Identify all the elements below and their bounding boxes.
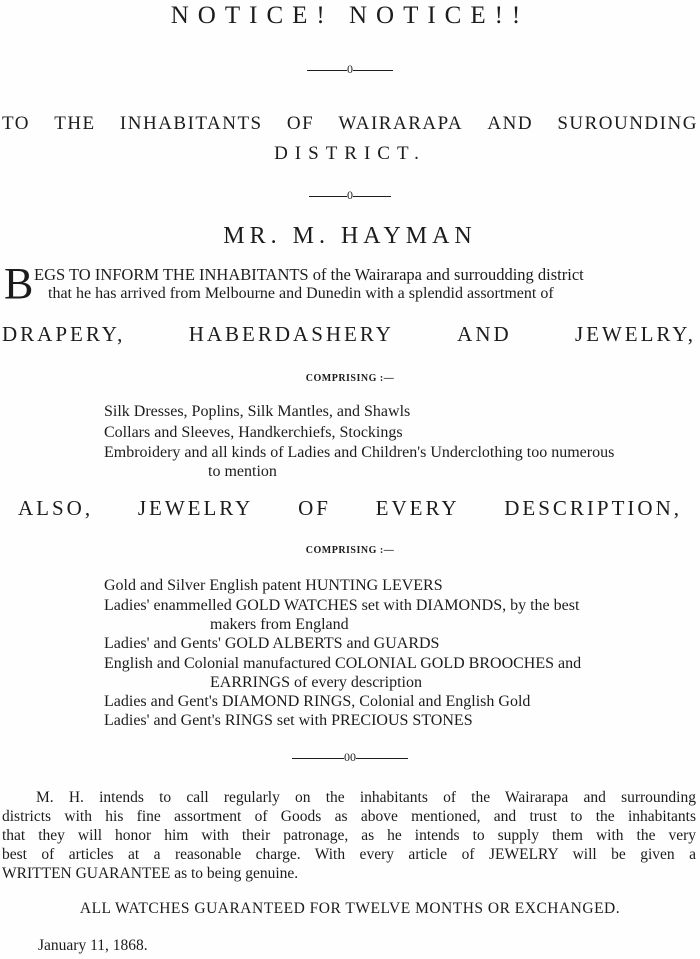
list-item: English and Colonial manufactured COLONIAL GOLD BROOCHES and xyxy=(104,655,582,672)
comprising-label-1: COMPRISING :— xyxy=(305,373,395,384)
rule-line xyxy=(307,70,347,71)
drop-cap: B xyxy=(4,259,34,308)
list-item: Ladies' enammelled GOLD WATCHES set with DIAMONDS, by the best xyxy=(104,597,580,614)
rule-line xyxy=(309,196,347,197)
intro-line-1: EGS TO INFORM THE INHABITANTS of the Wairarapa and surroudding district xyxy=(34,265,584,284)
rule-line xyxy=(353,70,393,71)
headline: NOTICE! NOTICE!! xyxy=(170,2,530,29)
addressee-line-1 xyxy=(2,113,698,135)
paragraph-line: M. H. intends to call regularly on the inhabitants of the Wairarapa and surrounding xyxy=(36,789,696,806)
rule-line xyxy=(356,758,408,759)
rule-line xyxy=(292,758,344,759)
paragraph-line: that they will honor him with their patronage, as he intends to supply them with the very xyxy=(2,827,696,844)
comprising-label-2: COMPRISING :— xyxy=(305,545,395,556)
list-item: makers from England xyxy=(210,616,349,633)
divider-mark: 0 xyxy=(347,62,353,76)
list-item: Ladies' and Gent's RINGS set with PRECIOUS STONES xyxy=(104,712,473,729)
paragraph-line: WRITTEN GUARANTEE as to being genuine. xyxy=(2,865,299,882)
addressee-word: THE xyxy=(54,113,96,134)
intro-line-2: that he has arrived from Melbourne and Dunedin with a splendid assortment of xyxy=(48,285,554,302)
rule-line xyxy=(353,196,391,197)
category-word: DESCRIPTION, xyxy=(504,496,682,520)
addressee-word: OF xyxy=(286,113,315,134)
list-item: Ladies and Gent's DIAMOND RINGS, Colonial and English Gold xyxy=(104,693,531,710)
category-word: HABERDASHERY xyxy=(188,322,394,346)
paragraph-line: districts with his fine assortment of Goods as above mentioned, and trust to the inhabitants xyxy=(2,808,696,825)
list-item: Collars and Sleeves, Handkerchiefs, Stockings xyxy=(104,424,403,441)
addressee-word: INHABITANTS xyxy=(119,113,263,134)
merchant-name: MR. M. HAYMAN xyxy=(223,223,477,249)
category-word: AND xyxy=(457,322,512,346)
category-heading-jewelry xyxy=(18,496,682,521)
divider-mark: 0 xyxy=(347,188,353,202)
divider-1 xyxy=(0,62,700,77)
addressee-word: SUROUNDING xyxy=(557,113,698,134)
category-word: ALSO, xyxy=(18,496,94,520)
list-item-text: Embroidery and all kinds of Ladies and Children's Underclothing too numerous xyxy=(104,444,615,461)
guarantee-line: ALL WATCHES GUARANTEED FOR TWELVE MONTHS OR EXCHANGED. xyxy=(79,900,621,917)
divider-2 xyxy=(0,188,700,203)
category-word: JEWELRY, xyxy=(574,322,696,346)
addressee-word: TO xyxy=(2,113,30,134)
divider-mark: 00 xyxy=(344,750,356,764)
list-item: EARRINGS of every description xyxy=(210,674,422,691)
divider-3 xyxy=(0,750,700,765)
list-item: Gold and Silver English patent HUNTING LEVERS xyxy=(104,577,443,594)
category-word: DRAPERY, xyxy=(2,322,126,346)
list-item: to mention xyxy=(208,463,277,480)
addressee-line-2: DISTRICT. xyxy=(274,143,426,164)
addressee-word: AND xyxy=(487,113,534,134)
category-word: JEWELRY xyxy=(137,496,254,520)
category-heading-drapery xyxy=(2,322,696,347)
category-word: OF xyxy=(298,496,331,520)
addressee-word: WAIRARAPA xyxy=(338,113,464,134)
list-item xyxy=(104,444,696,462)
paragraph-line: best of articles at a reasonable charge. With every article of JEWELRY will be given a xyxy=(2,846,696,863)
list-item: Silk Dresses, Poplins, Silk Mantles, and Shawls xyxy=(104,403,411,420)
category-word: EVERY xyxy=(375,496,460,520)
list-item: Ladies' and Gents' GOLD ALBERTS and GUARDS xyxy=(104,635,440,652)
notice-date: January 11, 1868. xyxy=(38,937,148,954)
